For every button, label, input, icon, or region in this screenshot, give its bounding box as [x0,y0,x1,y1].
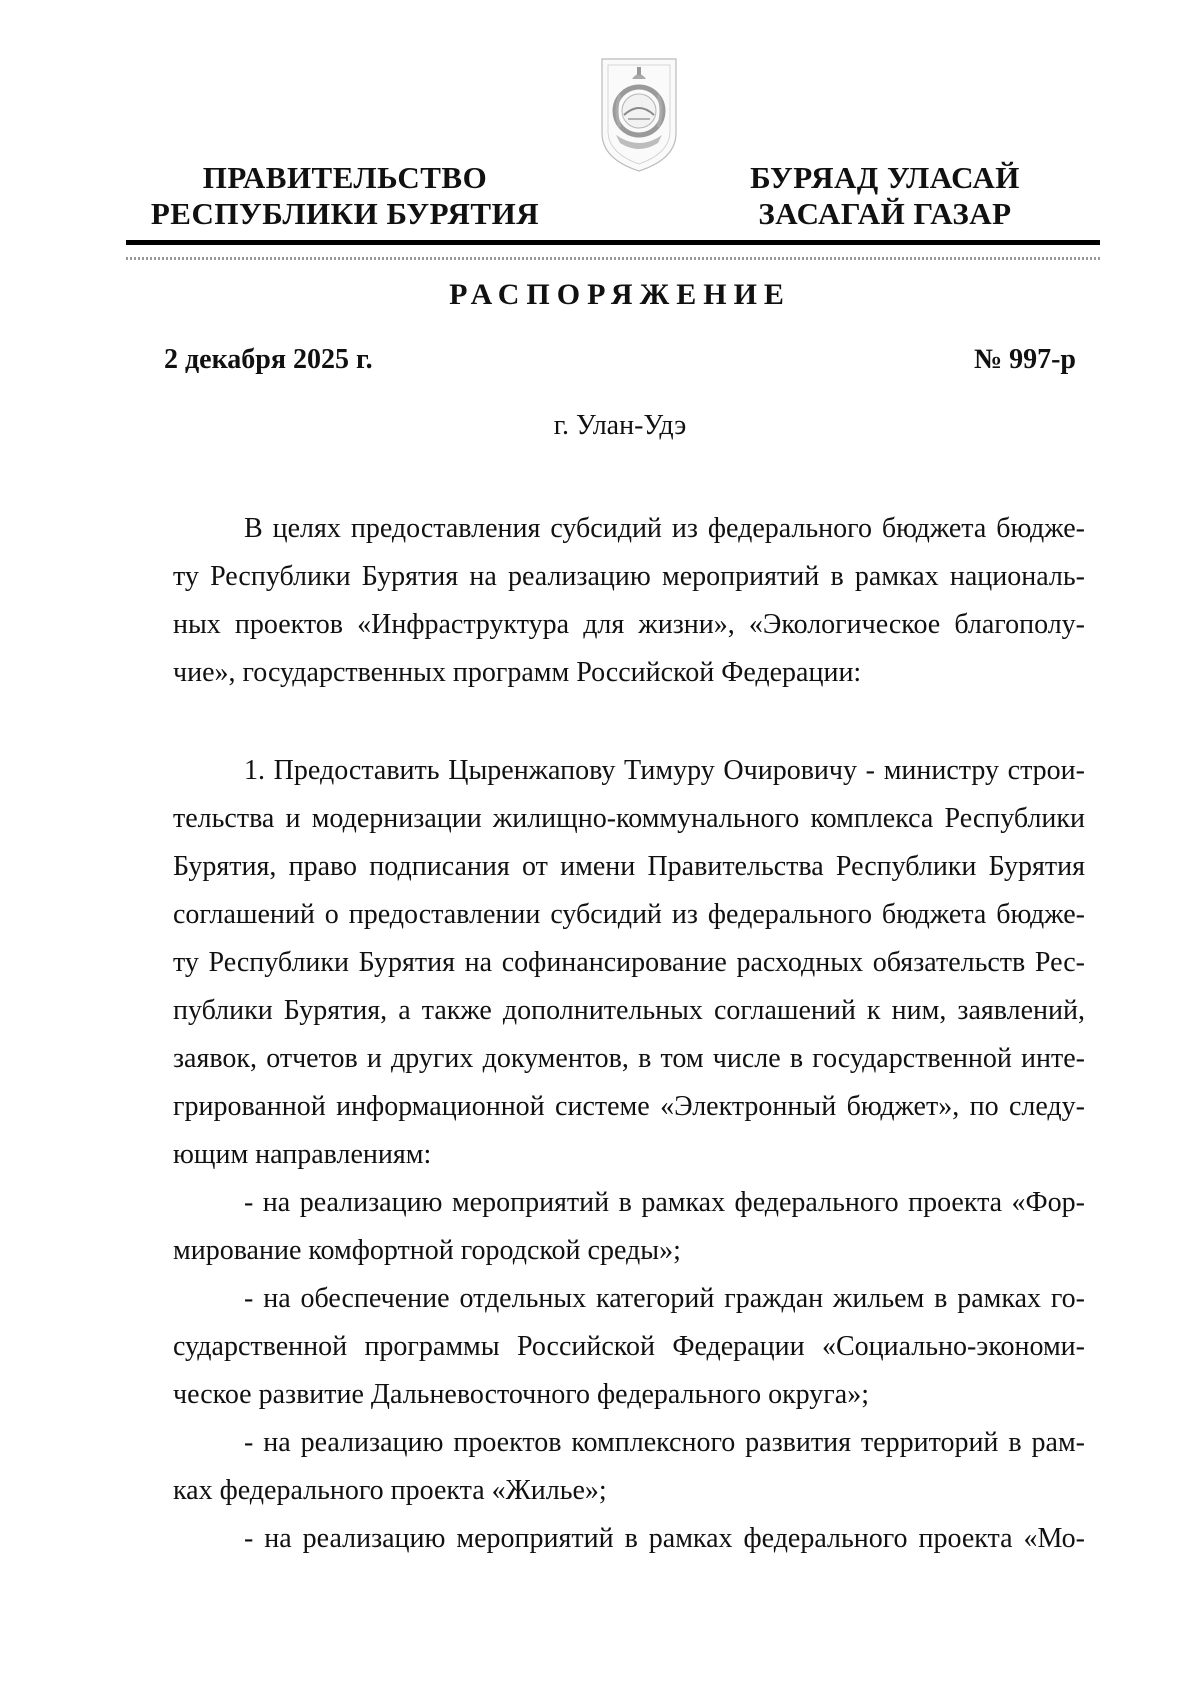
clause-list-item: - на реализацию мероприятий в рамках федерального проекта «Мо- [244,1523,1085,1554]
org-right-line-2: ЗАСАГАЙ ГАЗАР [758,196,1012,231]
org-left-line-2: РЕСПУБЛИКИ БУРЯТИЯ [150,196,540,231]
clause-list-item: - на реализацию проектов комплексного развития территорий в рам- [244,1427,1085,1458]
org-right-line-1: БУРЯАД УЛАСАЙ [750,160,1020,195]
clause-line: сударственной программы Российской Федерации «Социально-экономи- [173,1331,1085,1362]
clause-list-item: - на обеспечение отдельных категорий граждан жильем в рамках го- [244,1283,1085,1314]
preamble-line: чие», государственных программ Российской Федерации: [173,657,862,688]
clause-line: ющим направлениям: [173,1139,432,1170]
clause-list-item: - на реализацию мероприятий в рамках федерального проекта «Фор- [244,1187,1085,1218]
document-city: г. Улан-Удэ [553,410,687,441]
document-number: № 997-р [973,344,1076,375]
preamble-line: ных проектов «Инфраструктура для жизни», «Экологическое благополу- [173,609,1085,640]
preamble [173,505,1085,697]
clause-line: Бурятия, право подписания от имени Правительства Республики Бурятия [173,851,1085,882]
preamble-line: ту Республики Бурятия на реализацию мероприятий в рамках националь- [173,561,1085,592]
coat-of-arms-icon [594,55,684,175]
clause-1 [173,747,1085,1563]
clause-line: публики Бурятия, а также дополнительных соглашений к ним, заявлений, [173,995,1085,1026]
clause-line: 1. Предоставить Цыренжапову Тимуру Очировичу - министру строи- [244,755,1085,786]
clause-line: грированной информационной системе «Электронный бюджет», по следу- [173,1091,1085,1122]
clause-line: заявок, отчетов и других документов, в том числе в государственной инте- [173,1043,1085,1074]
clause-line: ческое развитие Дальневосточного федерального округа»; [173,1379,869,1410]
government-name-russian [150,160,540,232]
header-divider-thin [126,257,1100,260]
clause-line: мирование комфортной городской среды»; [173,1235,681,1266]
preamble-line: В целях предоставления субсидий из федерального бюджета бюдже- [244,513,1085,544]
clause-line: тельства и модернизации жилищно-коммунального комплекса Республики [173,803,1085,834]
document-type: РАСПОРЯЖЕНИЕ [449,278,791,311]
document-date: 2 декабря 2025 г. [164,344,373,375]
government-name-buryat [720,160,1050,232]
clause-line: соглашений о предоставлении субсидий из федерального бюджета бюдже- [173,899,1085,930]
clause-line: ках федерального проекта «Жилье»; [173,1475,607,1506]
org-left-line-1: ПРАВИТЕЛЬСТВО [202,160,488,195]
clause-line: ту Республики Бурятия на софинансирование расходных обязательств Рес- [173,947,1085,978]
header-divider-thick [126,240,1100,245]
